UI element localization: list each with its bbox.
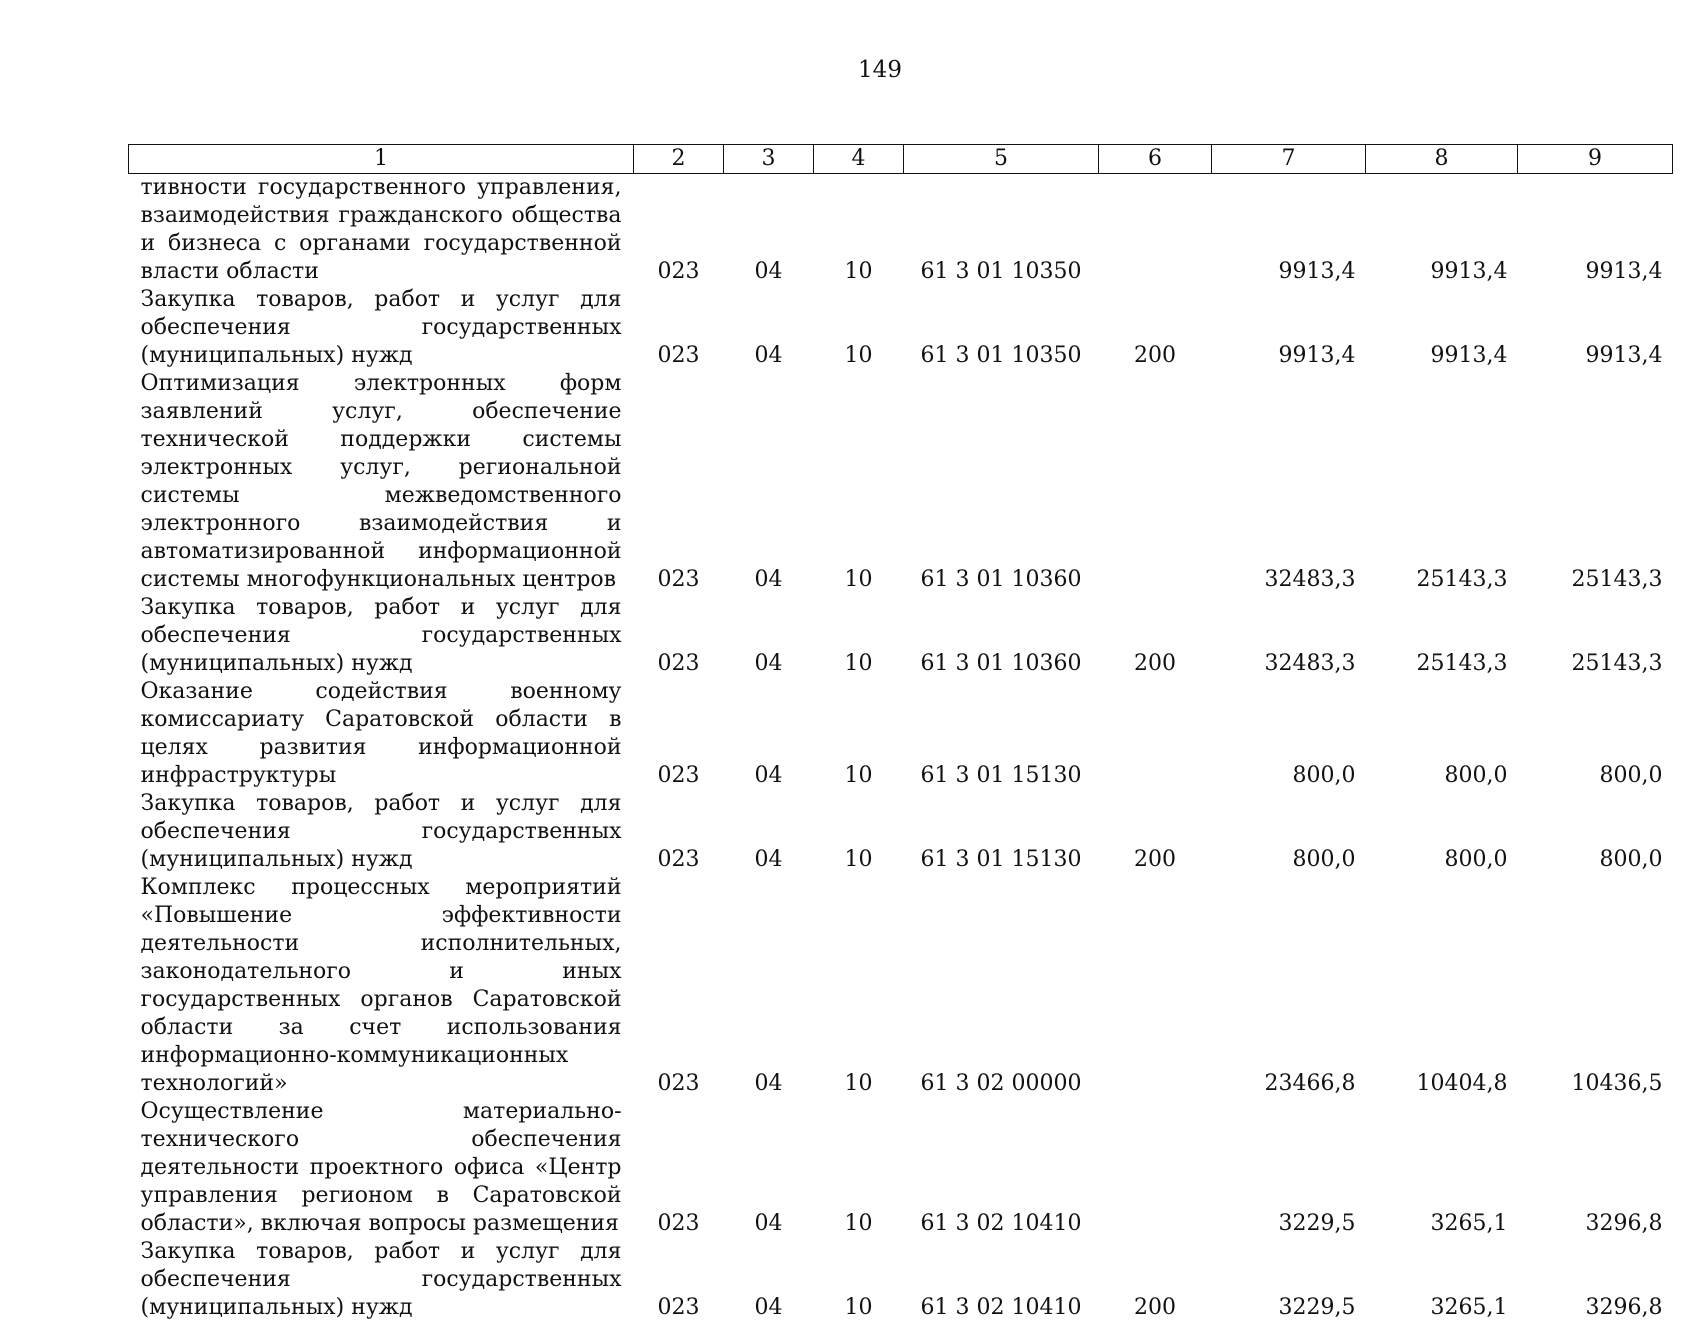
table-body [129,174,1673,1322]
row-section-code: 04 [724,174,814,287]
row-subsection-code: 10 [814,370,904,594]
row-expense-type [1099,678,1212,790]
row-description-text: Закупка товаров, работ и услуг для обеспечения государственных (муниципальных) нужд [141,594,622,678]
row-ministry-code: 023 [634,286,724,370]
row-amount-1: 800,0 [1212,790,1366,874]
row-amount-2: 800,0 [1366,678,1518,790]
row-target-article: 61 3 02 10410 [904,1238,1099,1322]
row-expense-type [1099,1098,1212,1238]
budget-table [128,144,1673,1322]
row-expense-type: 200 [1099,286,1212,370]
row-amount-1: 800,0 [1212,678,1366,790]
row-amount-2: 25143,3 [1366,370,1518,594]
row-description [129,286,634,370]
row-amount-2: 3265,1 [1366,1098,1518,1238]
header-col-9: 9 [1518,145,1673,174]
row-subsection-code: 10 [814,286,904,370]
table-row [129,286,1673,370]
row-ministry-code: 023 [634,1098,724,1238]
row-amount-2: 9913,4 [1366,286,1518,370]
row-expense-type [1099,874,1212,1098]
row-amount-1: 3229,5 [1212,1098,1366,1238]
row-expense-type [1099,370,1212,594]
row-amount-3: 25143,3 [1518,370,1673,594]
row-expense-type: 200 [1099,1238,1212,1322]
row-target-article: 61 3 01 10360 [904,370,1099,594]
row-description [129,1238,634,1322]
row-amount-1: 23466,8 [1212,874,1366,1098]
row-section-code: 04 [724,1238,814,1322]
row-description [129,874,634,1098]
row-section-code: 04 [724,370,814,594]
row-description [129,790,634,874]
row-amount-1: 9913,4 [1212,286,1366,370]
row-subsection-code: 10 [814,874,904,1098]
page-number: 149 [0,56,1697,84]
row-target-article: 61 3 01 15130 [904,678,1099,790]
row-section-code: 04 [724,874,814,1098]
header-col-8: 8 [1366,145,1518,174]
table-row [129,874,1673,1098]
row-amount-3: 800,0 [1518,790,1673,874]
row-subsection-code: 10 [814,678,904,790]
row-subsection-code: 10 [814,1098,904,1238]
row-target-article: 61 3 01 15130 [904,790,1099,874]
row-ministry-code: 023 [634,594,724,678]
row-expense-type: 200 [1099,790,1212,874]
row-section-code: 04 [724,1098,814,1238]
row-section-code: 04 [724,678,814,790]
row-amount-2: 10404,8 [1366,874,1518,1098]
row-subsection-code: 10 [814,790,904,874]
header-row [129,145,1673,174]
row-amount-3: 800,0 [1518,678,1673,790]
row-description-text: Оказание содействия военному комиссариату Саратовской области в целях развития информационной инфраструктуры [141,678,622,790]
row-target-article: 61 3 02 10410 [904,1098,1099,1238]
row-amount-3: 9913,4 [1518,174,1673,287]
row-ministry-code: 023 [634,1238,724,1322]
row-expense-type: 200 [1099,594,1212,678]
row-ministry-code: 023 [634,874,724,1098]
row-description-text: Комплекс процессных мероприятий «Повышение эффективности деятельности исполнительных, законодательного и иных государственных органов Саратовской области за счет использования информационно-коммуникационных технологий» [141,874,622,1098]
row-expense-type [1099,174,1212,287]
table-row [129,678,1673,790]
table-row [129,1238,1673,1322]
table-row [129,594,1673,678]
row-amount-1: 32483,3 [1212,370,1366,594]
header-col-1: 1 [129,145,634,174]
row-amount-2: 800,0 [1366,790,1518,874]
table-row [129,1098,1673,1238]
row-amount-3: 3296,8 [1518,1238,1673,1322]
row-amount-3: 3296,8 [1518,1098,1673,1238]
row-target-article: 61 3 01 10350 [904,286,1099,370]
row-section-code: 04 [724,286,814,370]
row-amount-3: 9913,4 [1518,286,1673,370]
row-amount-2: 9913,4 [1366,174,1518,287]
header-col-2: 2 [634,145,724,174]
row-subsection-code: 10 [814,1238,904,1322]
table-row [129,174,1673,287]
row-section-code: 04 [724,594,814,678]
header-col-7: 7 [1212,145,1366,174]
row-description-text: Оптимизация электронных форм заявлений услуг, обеспечение технической поддержки системы электронных услуг, региональной системы межведомственного электронного взаимодействия и автоматизированной информационной системы многофункциональных центров [141,370,622,594]
row-description [129,370,634,594]
table-row [129,370,1673,594]
row-section-code: 04 [724,790,814,874]
table-header [129,145,1673,174]
row-description-text: Закупка товаров, работ и услуг для обеспечения государственных (муниципальных) нужд [141,790,622,874]
row-description [129,174,634,287]
row-description-text: Закупка товаров, работ и услуг для обеспечения государственных (муниципальных) нужд [141,286,622,370]
header-col-6: 6 [1099,145,1212,174]
row-subsection-code: 10 [814,594,904,678]
row-description [129,594,634,678]
row-amount-3: 25143,3 [1518,594,1673,678]
row-amount-1: 32483,3 [1212,594,1366,678]
row-ministry-code: 023 [634,174,724,287]
row-description [129,678,634,790]
row-description-text: Осуществление материально-технического обеспечения деятельности проектного офиса «Центр управления регионом в Саратовской области», включая вопросы размещения [141,1098,622,1238]
row-target-article: 61 3 02 00000 [904,874,1099,1098]
row-amount-1: 9913,4 [1212,174,1366,287]
header-col-4: 4 [814,145,904,174]
table-row [129,790,1673,874]
row-amount-2: 3265,1 [1366,1238,1518,1322]
row-amount-3: 10436,5 [1518,874,1673,1098]
row-target-article: 61 3 01 10360 [904,594,1099,678]
row-ministry-code: 023 [634,370,724,594]
row-ministry-code: 023 [634,678,724,790]
header-col-3: 3 [724,145,814,174]
row-amount-1: 3229,5 [1212,1238,1366,1322]
row-description [129,1098,634,1238]
header-col-5: 5 [904,145,1099,174]
row-amount-2: 25143,3 [1366,594,1518,678]
row-description-text: тивности государственного управления, взаимодействия гражданского общества и бизнеса с органами государственной власти области [141,174,622,286]
row-ministry-code: 023 [634,790,724,874]
row-subsection-code: 10 [814,174,904,287]
row-description-text: Закупка товаров, работ и услуг для обеспечения государственных (муниципальных) нужд [141,1238,622,1322]
row-target-article: 61 3 01 10350 [904,174,1099,287]
